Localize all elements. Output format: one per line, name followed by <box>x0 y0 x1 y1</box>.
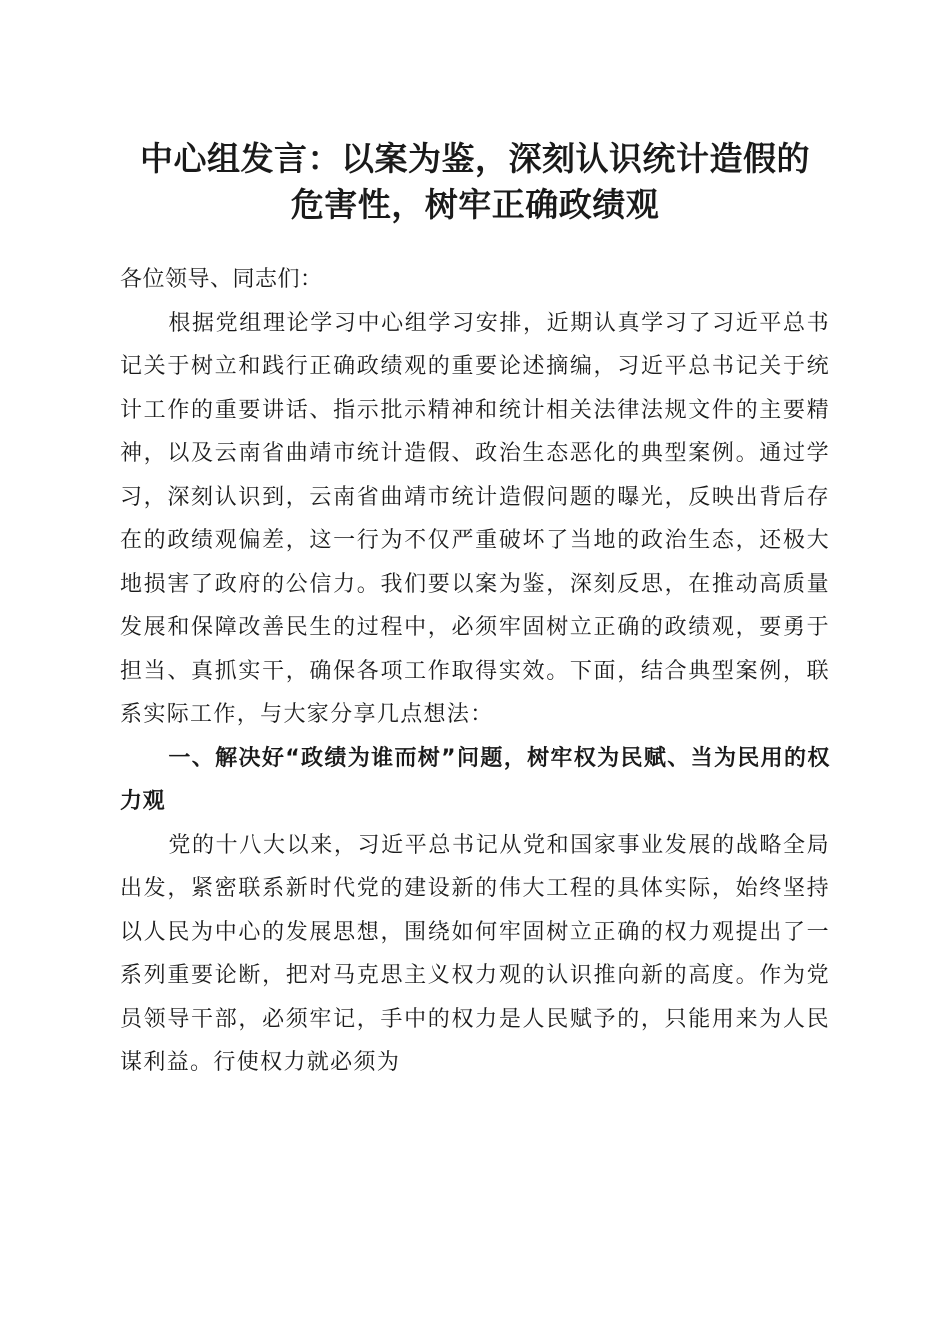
document-body <box>120 258 830 1085</box>
title-line-1: 中心组发言：以案为鉴，深刻认识统计造假的 <box>140 139 810 178</box>
salutation: 各位领导、同志们： <box>120 267 323 292</box>
section-heading-1: 一、解决好“政绩为谁而树”问题，树牢权为民赋、当为民用的权力观 <box>120 745 830 814</box>
paragraph-section-1: 党的十八大以来，习近平总书记从党和国家事业发展的战略全局出发，紧密联系新时代党的建设新的伟大工程的具体实际，始终坚持以人民为中心的发展思想，围绕如何牢固树立正确的权力观提出了一系列重要论断，把对马克思主义权力观的认识推向新的高度。作为党员领导干部，必须牢记，手中的权力是人民赋予的，只能用来为人民谋利益。行使权力就必须为 <box>120 832 830 1075</box>
paragraph-intro: 根据党组理论学习中心组学习安排，近期认真学习了习近平总书记关于树立和践行正确政绩观的重要论述摘编，习近平总书记关于统计工作的重要讲话、指示批示精神和统计相关法律法规文件的主要精神，以及云南省曲靖市统计造假、政治生态恶化的典型案例。通过学习，深刻认识到，云南省曲靖市统计造假问题的曝光，反映出背后存在的政绩观偏差，这一行为不仅严重破坏了当地的政治生态，还极大地损害了政府的公信力。我们要以案为鉴，深刻反思，在推动高质量发展和保障改善民生的过程中，必须牢固树立正确的政绩观，要勇于担当、真抓实干，确保各项工作取得实效。下面，结合典型案例，联系实际工作，与大家分享几点想法： <box>120 310 830 727</box>
document-title <box>100 136 850 228</box>
title-line-2: 危害性，树牢正确政绩观 <box>290 185 660 224</box>
